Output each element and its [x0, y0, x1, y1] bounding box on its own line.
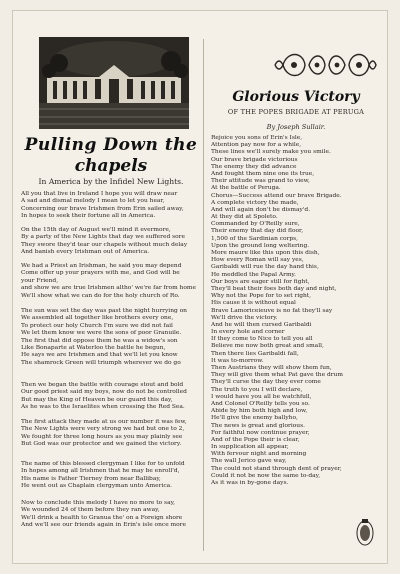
- verse-line: They will give them what Pat gave the drum: [211, 372, 343, 379]
- left-subtitle: In America by the Infidel New Lights.: [38, 177, 184, 186]
- verse-line: The name of this blessed clergyman I like for to unfold: [21, 461, 185, 467]
- verse-line: Now to conclude this melody I have no more to say,: [21, 500, 176, 506]
- verse-line: As he was to the Israelites when crossing the Red Sea.: [21, 404, 185, 411]
- verse-line: A complete victory the made,: [211, 199, 299, 206]
- verse-line: How every Roman will say yes,: [211, 257, 304, 264]
- left-stanza-3: [21, 263, 203, 300]
- verse-line: And will again don't be dismay'd.: [211, 206, 311, 213]
- verse-line: The New Lights were very strong we had but one to 2,: [21, 426, 185, 433]
- left-stanza-8: [21, 500, 203, 530]
- verse-line: The could not stand through dent of prayer,: [211, 465, 342, 472]
- left-stanza-6: [21, 419, 203, 449]
- flourish-ornament: [273, 45, 377, 85]
- verse-line: We fought for three long hours as you may plainly see: [21, 433, 183, 440]
- verse-line: We'll show what we can do for the holy church of Ro.: [21, 292, 180, 299]
- verse-line: Brave Lamoriceieuve is no fat they'll say: [211, 307, 333, 314]
- verse-line: The first that did oppose them he was a widow's son: [21, 337, 178, 344]
- verse-line: Chorus—Success attend our brave Brigade.: [211, 192, 342, 199]
- left-title-line2: chapels: [74, 156, 148, 176]
- woodcut-illustration: [39, 37, 189, 129]
- verse-line: All you that live in Ireland I hope you will draw near: [21, 191, 178, 197]
- verse-line: It was to-morrow.: [211, 357, 264, 364]
- verse-line: Our brave brigade victorious: [211, 156, 298, 163]
- verse-line: In supplication all appear,: [211, 444, 289, 451]
- verse-line: As it was in by-gone days.: [211, 480, 289, 486]
- verse-line: His name is Father Tierney from near Ballibay,: [21, 475, 161, 482]
- verse-line: Then Austrians they will show them fun,: [211, 365, 332, 371]
- verse-line: We'll drive the victory.: [211, 314, 278, 321]
- verse-line: And Colonel O'Reilly tells you so.: [211, 400, 310, 407]
- verse-line: To protect our holy Church I'm sure we did not fail: [21, 322, 173, 329]
- verse-line: For faithful now continue prayer,: [211, 429, 310, 436]
- left-stanza-2: [21, 227, 203, 257]
- left-stanza-7: [21, 461, 203, 491]
- verse-line: In hopes among all Irishmen that he may be enroll'd,: [21, 468, 180, 475]
- verse-line: The truth to you I will declare,: [211, 386, 303, 393]
- verse-line: And fought them nine one its true,: [211, 170, 315, 177]
- right-title: Glorious Victory: [232, 89, 360, 105]
- verse-line: Why not the Pope for to set right,: [211, 293, 312, 300]
- verse-line: Their attitude was grand to view,: [211, 178, 310, 185]
- verse-line: More maure like this upon this dish,: [211, 250, 320, 256]
- verse-line: Like Bonaparte at Waterloo the battle he begun,: [21, 345, 166, 352]
- verse-line: They'll curse the day they ever come: [211, 379, 321, 386]
- verse-line: Commanded by O'Reilly sure,: [211, 221, 300, 228]
- woodcut-drawing: [39, 37, 189, 129]
- verse-line: I would have you all be watchfull,: [211, 393, 312, 400]
- verse-line: If they come to Nice to tell you all: [211, 336, 313, 343]
- verse-line: In every hole and corner: [211, 329, 285, 336]
- verse-line: At they did at Spoleto.: [211, 214, 278, 221]
- verse-line: Then we began the battle with courage stout and bold: [21, 382, 184, 388]
- column-divider: [203, 39, 204, 551]
- verse-line: He says we are Irishmen and that we'll let you know: [21, 352, 178, 359]
- verse-line: And banish every Irishman out of America.: [21, 249, 150, 256]
- verse-line: And we'll see our friends again in Erin's isle once more: [21, 522, 186, 529]
- verse-line: We let them know we were the sons of poor Granuile.: [21, 330, 182, 337]
- verse-line: Garibaldi will rue the day hand this,: [211, 264, 319, 271]
- broadside-sheet: [12, 10, 388, 564]
- verse-line: The sun was set the day was past the night hurrying on: [21, 308, 187, 314]
- verse-line: The wall Jerico gave way,: [211, 458, 287, 465]
- verse-line: At the battle of Peruga.: [211, 185, 281, 192]
- verse-line: And he will then cursed Garibaldi: [211, 321, 312, 328]
- verse-line: By a party of the New Lights that day we suffered sore: [21, 234, 185, 241]
- verse-line: Upon the ground long weltering.: [211, 242, 310, 249]
- verse-line: Concerning our brave Irishmen from Erin sailed away,: [21, 205, 184, 212]
- verse-line: And of the Pope their is clear,: [211, 436, 300, 443]
- verse-line: We wounded 24 of them before they ran away,: [21, 507, 160, 514]
- verse-line: Abide by him both high and low,: [211, 408, 308, 415]
- verse-line: Our boys are eager still for fight,: [211, 278, 310, 285]
- right-verse: [211, 135, 383, 487]
- verse-line: The first attack they made at us our number it was few,: [21, 419, 187, 425]
- author-byline: By Joseph Sullair.: [266, 123, 326, 131]
- left-title-line1: Pulling Down the: [24, 135, 198, 155]
- verse-line: The enemy they did advance: [211, 163, 297, 170]
- verse-line: These lines we'll surely make you smile.: [211, 149, 331, 156]
- verse-line: Believe me now both great and small,: [211, 343, 324, 350]
- verse-line: He meddled the Papal Army.: [211, 271, 296, 278]
- verse-line: We had a Priest an Irishman, he said you may depend: [21, 263, 182, 269]
- verse-line: They swore they'd tear our chapels without much delay: [21, 241, 188, 248]
- verse-line: The shamrock Green will triumph wherever we do go: [21, 359, 181, 366]
- left-stanza-1: [21, 191, 203, 221]
- verse-line: His cause it is without equal: [211, 300, 296, 307]
- verse-line: Our good priest said my boys, now do not be controlled: [21, 389, 187, 396]
- verse-line: With fervour night and morning: [211, 451, 307, 458]
- verse-line: We assembled all together like brothers every one,: [21, 315, 174, 322]
- verse-line: The news is great and glorious.: [211, 422, 305, 429]
- verse-line: Rejoice you sons of Erin's Isle,: [211, 135, 303, 141]
- right-subtitle: OF THE POPES BRIGADE AT PERUGA: [227, 108, 365, 116]
- verse-line: We'll drink a health to Granua the' on a Foreign shore: [21, 514, 183, 521]
- printer-seal-icon: [355, 517, 375, 547]
- verse-line: and show we are true Irishmen altho' we're far from home: [21, 285, 196, 292]
- verse-line: your Friend,: [21, 277, 59, 284]
- verse-line: But may the King of Heaven be our guard this day,: [21, 396, 173, 403]
- verse-line: In hopes to seek their fortune all in America.: [21, 213, 156, 220]
- verse-line: They'll beat their foes both day and night,: [211, 285, 337, 292]
- verse-line: Come offer up your prayers with me, and God will be: [21, 270, 180, 277]
- verse-line: Then there lies Garibaldi fall,: [211, 350, 299, 357]
- verse-line: He'll give the enemy ballyho,: [211, 415, 298, 422]
- verse-line: Attention pay now for a while,: [211, 142, 302, 149]
- left-stanza-4: [21, 308, 203, 367]
- verse-line: A sad and dismal melody I mean to let you hear,: [21, 198, 165, 205]
- left-stanza-5: [21, 382, 203, 412]
- verse-line: Could it not be now the same to-day,: [211, 472, 321, 479]
- verse-line: Their enemy that day did floor,: [211, 228, 304, 235]
- verse-line: 1,500 of the Sardinian corps,: [211, 235, 299, 242]
- verse-line: On the 15th day of August we'll mind it evermore,: [21, 227, 171, 233]
- verse-line: He went out as Chaplain clergyman unto America.: [21, 483, 173, 490]
- verse-line: But God was our protector and we gained the victory.: [21, 441, 182, 448]
